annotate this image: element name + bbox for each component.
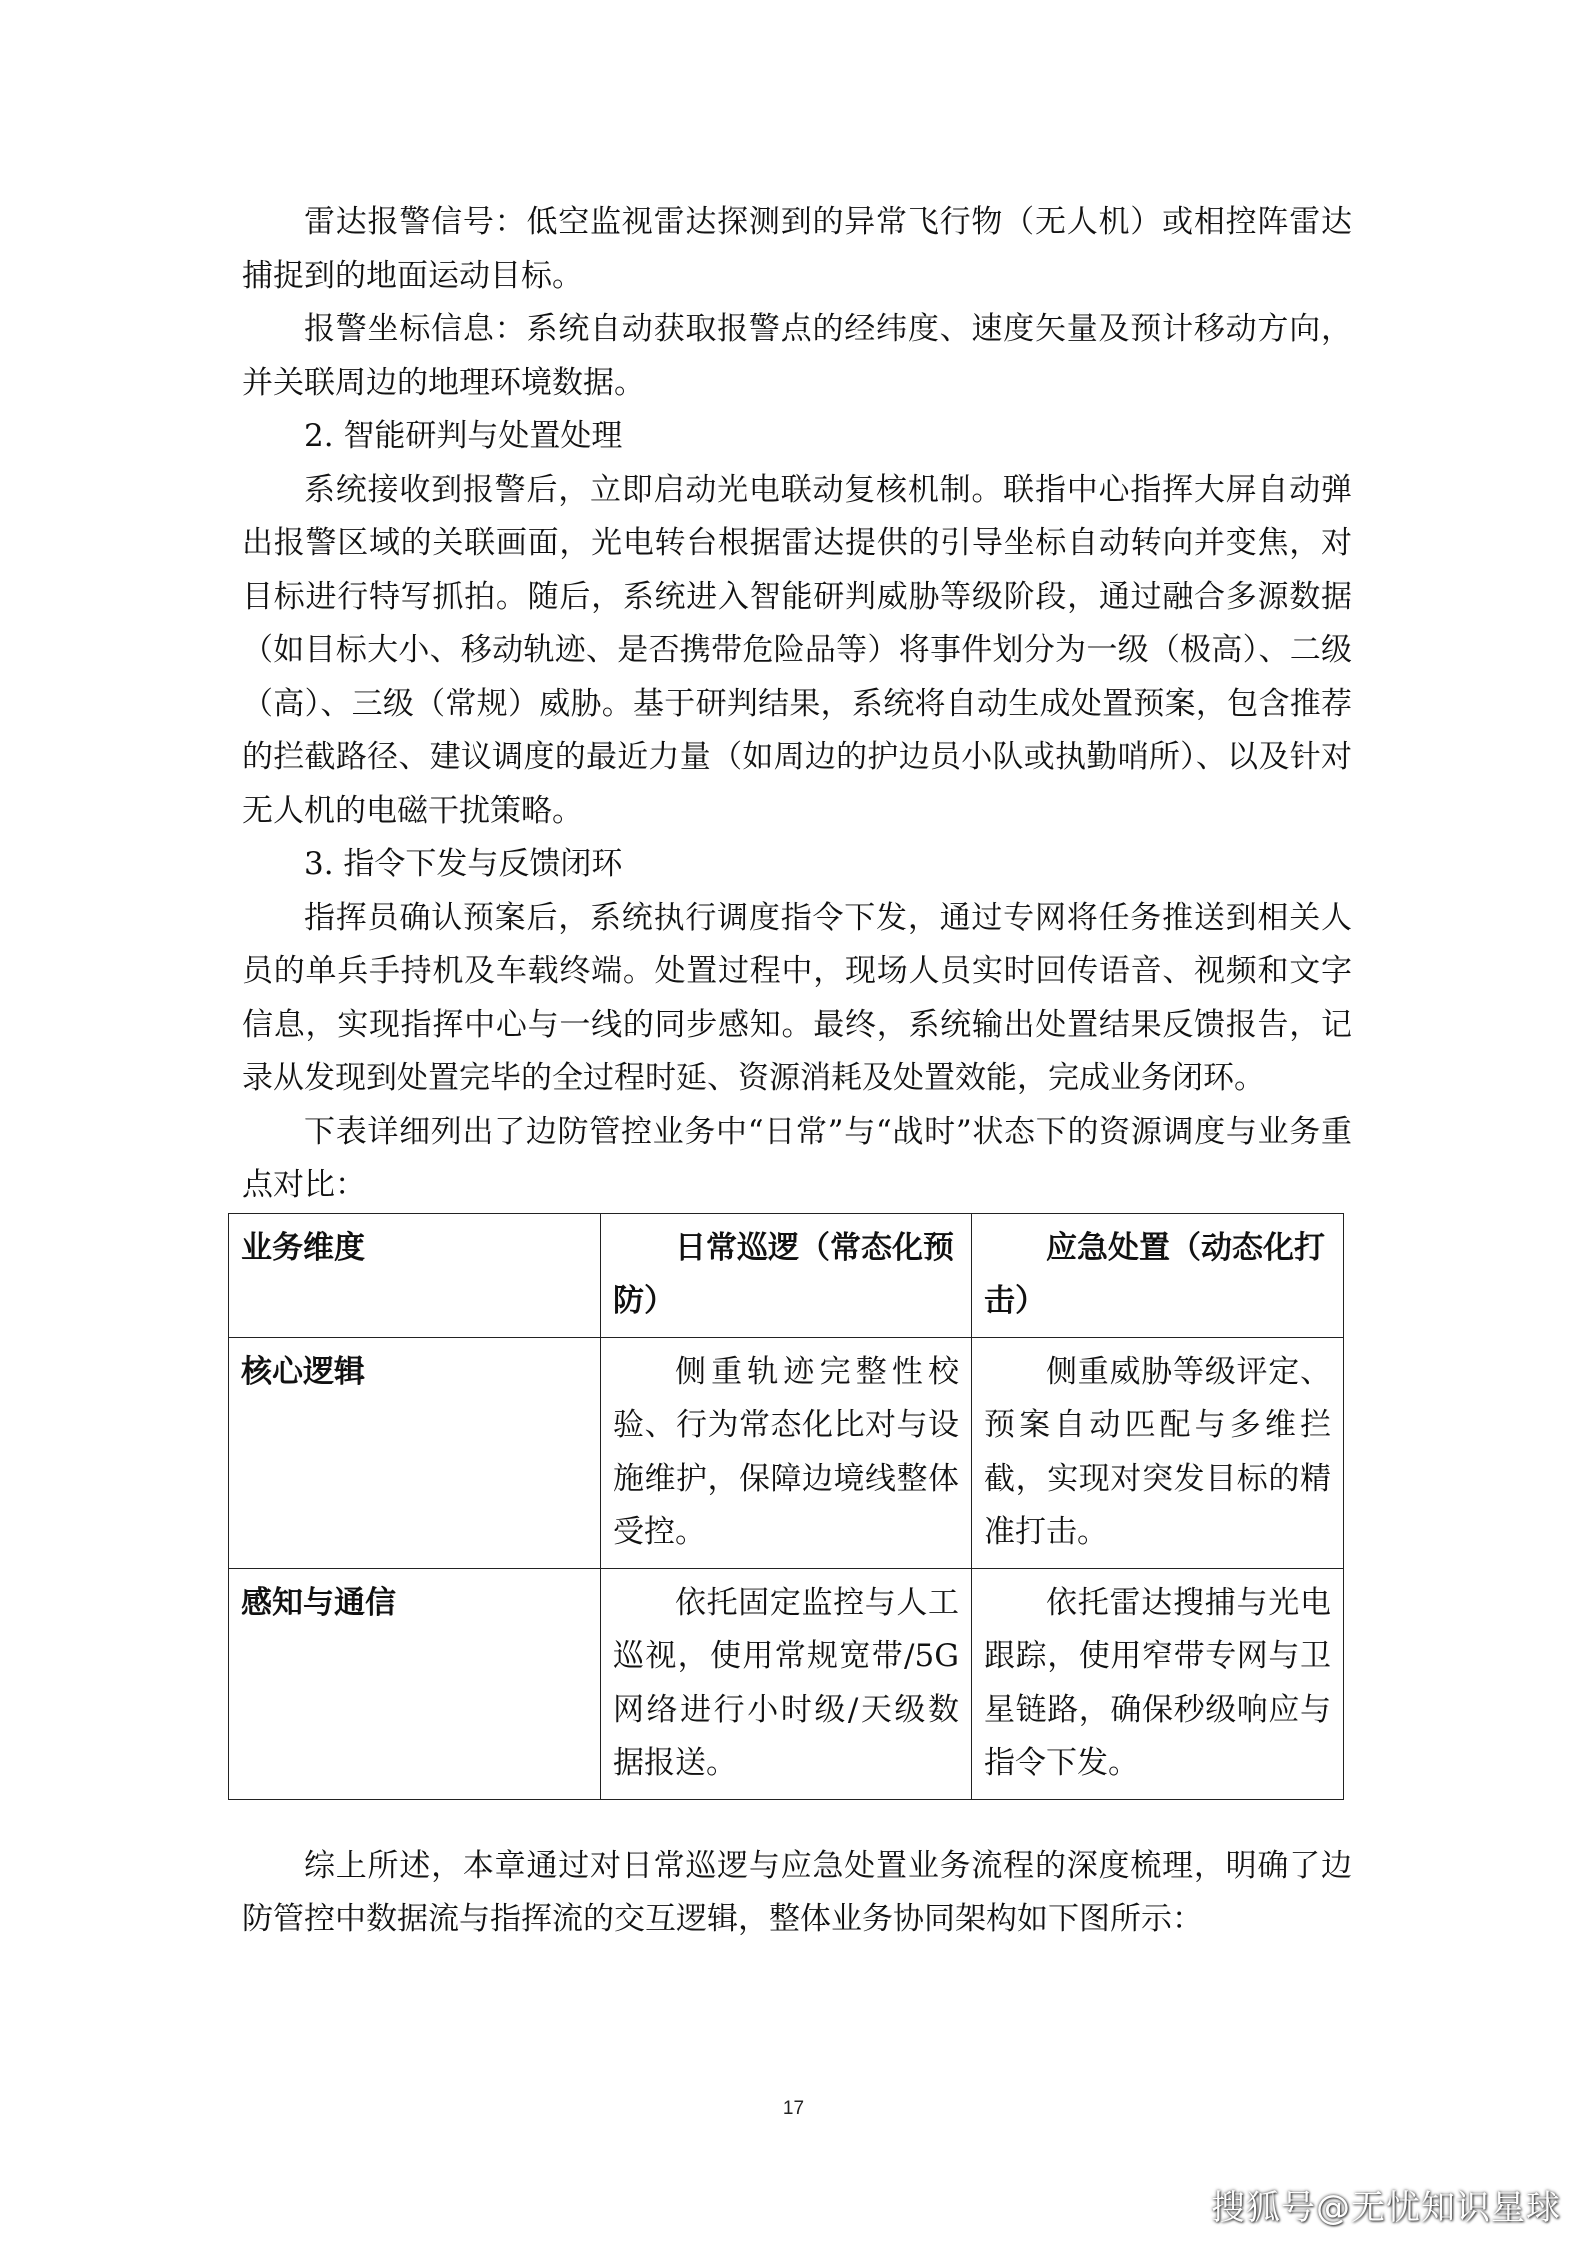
table-cell-daily: 侧重轨迹完整性校验、行为常态化比对与设施维护，保障边境线整体受控。 (601, 1337, 972, 1568)
table-row (229, 1568, 1344, 1799)
comparison-table (228, 1213, 1344, 1800)
table-row-label: 核心逻辑 (229, 1337, 601, 1568)
table-header-daily: 日常巡逻（常态化预防） (601, 1213, 972, 1337)
table-cell-daily: 依托固定监控与人工巡视，使用常规宽带/5G网络进行小时级/天级数据报送。 (601, 1568, 972, 1799)
paragraph-alarm-coordinates: 报警坐标信息：系统自动获取报警点的经纬度、速度矢量及预计移动方向，并关联周边的地理环境数据。 (242, 311, 1352, 401)
section-heading-2: 2. 智能研判与处置处理 (304, 418, 623, 454)
table-header-row (229, 1213, 1344, 1337)
page-number: 17 (782, 2098, 805, 2119)
spacer (242, 1800, 1352, 1840)
table-header-emergency: 应急处置（动态化打击） (972, 1213, 1344, 1337)
section-heading-3: 3. 指令下发与反馈闭环 (304, 846, 623, 882)
paragraph-table-intro: 下表详细列出了边防管控业务中“日常”与“战时”状态下的资源调度与业务重点对比： (242, 1113, 1352, 1203)
table-row (229, 1337, 1344, 1568)
page-body (242, 196, 1352, 1947)
table-cell-emergency: 侧重威胁等级评定、预案自动匹配与多维拦截，实现对突发目标的精准打击。 (972, 1337, 1344, 1568)
watermark: 搜狐号@无忧知识星球 (1211, 2188, 1561, 2228)
paragraph-intelligent-analysis: 系统接收到报警后，立即启动光电联动复核机制。联指中心指挥大屏自动弹出报警区域的关联画面，光电转台根据雷达提供的引导坐标自动转向并变焦，对目标进行特写抓拍。随后，系统进入智能研判威胁等级阶段，通过融合多源数据（如目标大小、移动轨迹、是否携带危险品等）将事件划分为一级（极高）、二级（高）、三级（常规）威胁。基于研判结果，系统将自动生成处置预案，包含推荐的拦截路径、建议调度的最近力量（如周边的护边员小队或执勤哨所）、以及针对无人机的电磁干扰策略。 (242, 471, 1352, 829)
table-cell-emergency: 依托雷达搜捕与光电跟踪，使用窄带专网与卫星链路，确保秒级响应与指令下发。 (972, 1568, 1344, 1799)
table-header-dimension: 业务维度 (229, 1213, 601, 1337)
paragraph-summary: 综上所述，本章通过对日常巡逻与应急处置业务流程的深度梳理，明确了边防管控中数据流与指挥流的交互逻辑，整体业务协同架构如下图所示： (242, 1847, 1352, 1937)
paragraph-radar-alarm-signal: 雷达报警信号：低空监视雷达探测到的异常飞行物（无人机）或相控阵雷达捕捉到的地面运动目标。 (242, 204, 1352, 294)
table-row-label: 感知与通信 (229, 1568, 601, 1799)
paragraph-command-dispatch: 指挥员确认预案后，系统执行调度指令下发，通过专网将任务推送到相关人员的单兵手持机及车载终端。处置过程中，现场人员实时回传语音、视频和文字信息，实现指挥中心与一线的同步感知。最终，系统输出处置结果反馈报告，记录从发现到处置完毕的全过程时延、资源消耗及处置效能，完成业务闭环。 (242, 899, 1352, 1096)
